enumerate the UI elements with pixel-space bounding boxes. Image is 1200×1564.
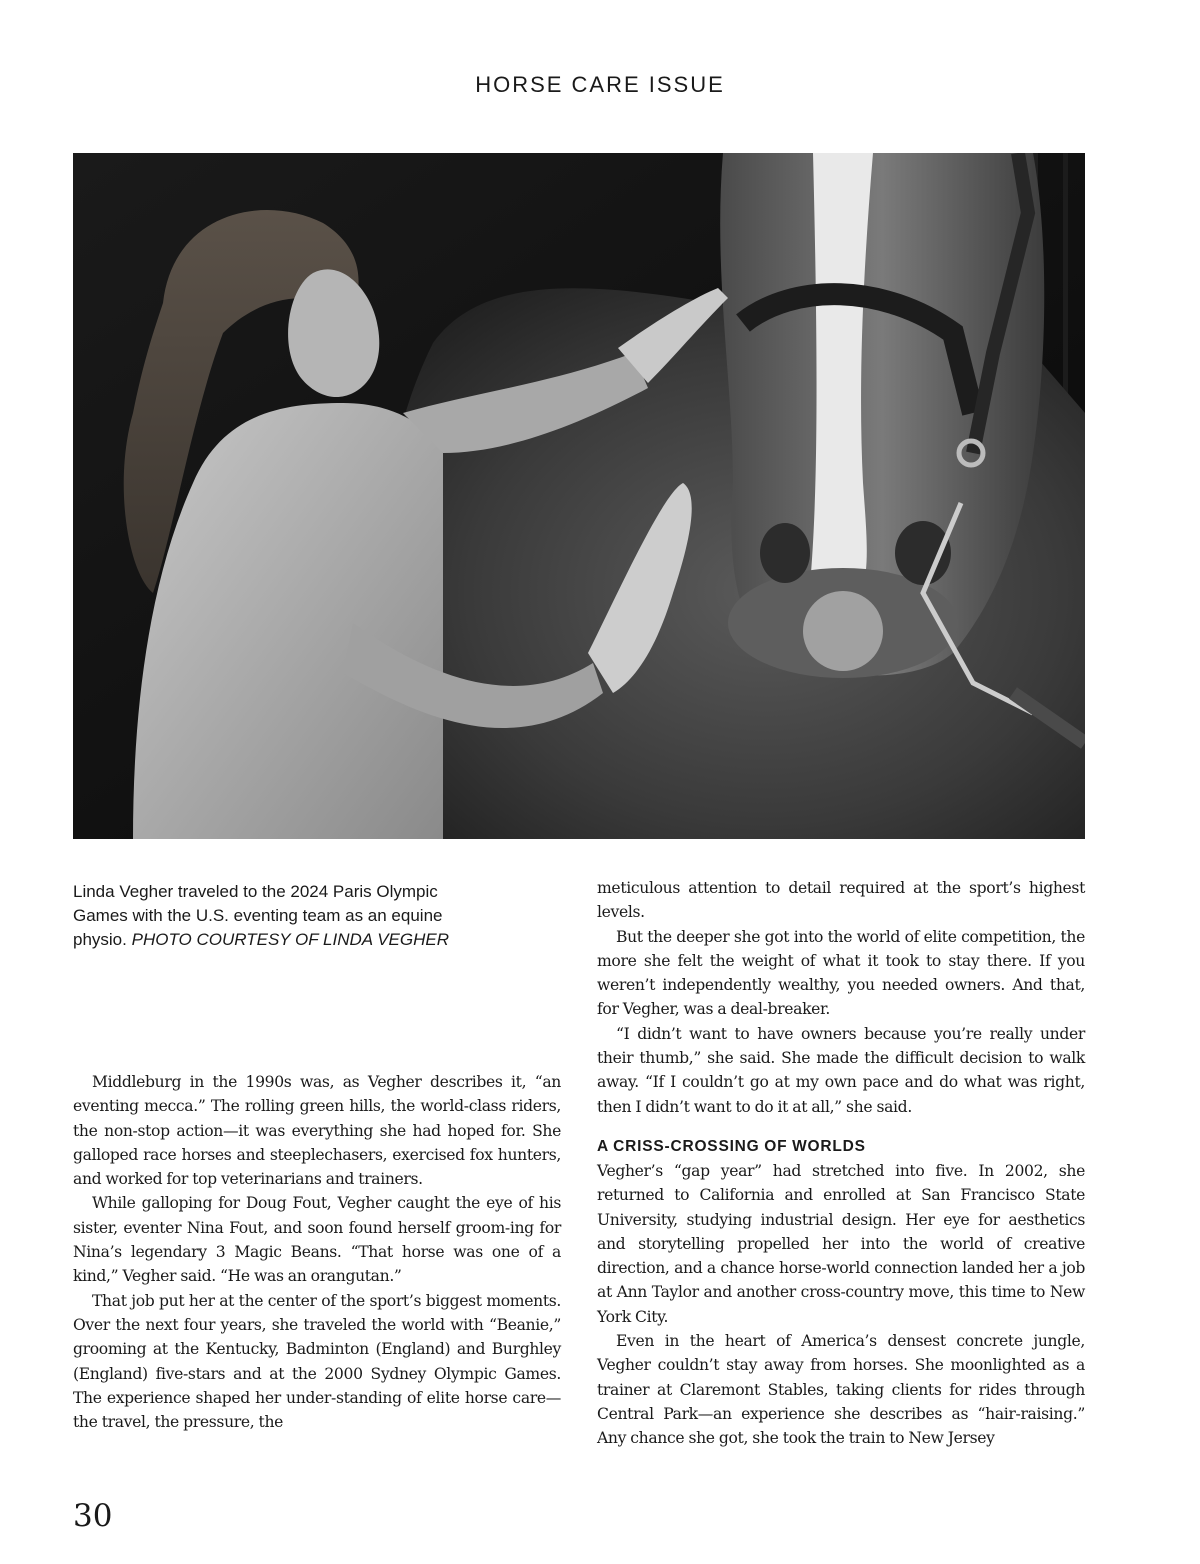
- page-number: 30: [73, 1498, 113, 1534]
- paragraph: But the deeper she got into the world of elite competition, the more she felt the weight of what it took to stay there. If you weren’t independently wealthy, you needed owners. And that, for Vegher, was a deal-breaker.: [597, 927, 1085, 1019]
- left-column: [73, 1070, 561, 1434]
- section-header: HORSE CARE ISSUE: [475, 72, 725, 97]
- photo-credit: PHOTO COURTESY OF LINDA VEGHER: [131, 930, 450, 949]
- paragraph: Middleburg in the 1990s was, as Vegher describes it, “an eventing mecca.” The rolling green hills, the world-class riders, the non-stop action—it was everything she had hoped for. She galloped race horses and steeplechasers, exercised fox hunters, and worked for top veterinarians and trainers.: [73, 1073, 561, 1189]
- section-subhead: A CRISS-CROSSING OF WORLDS: [597, 1137, 866, 1155]
- paragraph: “I didn’t want to have owners because you’re really under their thumb,” she said. She made the difficult decision to walk away. “If I couldn’t go at my own pace and do what was right, then I didn’t want to do it at all,” she said.: [597, 1024, 1085, 1116]
- paragraph: Vegher’s “gap year” had stretched into five. In 2002, she returned to California and enrolled at San Francisco State University, studying industrial design. Her eye for aesthetics and storytelling propelled her into the world of creative direction, and a chance horse-world connection landed her a job at Ann Taylor and another cross-country move, this time to New York City.: [597, 1161, 1085, 1326]
- photo-caption: [73, 880, 493, 952]
- paragraph: meticulous attention to detail required at the sport’s highest levels.: [597, 879, 1085, 922]
- caption-text: Linda Vegher traveled to the 2024 Paris Olympic Games with the U.S. eventing team as an equine physio.: [73, 882, 443, 949]
- right-column: [597, 876, 1085, 1451]
- paragraph: That job put her at the center of the sport’s biggest moments. Over the next four years, she traveled the world with “Beanie,” grooming at the Kentucky, Badminton (England) and Burghley (England) five-stars and at the 2000 Sydney Olympic Games. The experience shaped her under-standing of elite horse care—the travel, the pressure, the: [73, 1291, 561, 1432]
- feature-photo: [73, 153, 1085, 839]
- paragraph: Even in the heart of America’s densest concrete jungle, Vegher couldn’t stay away from horses. She moonlighted as a trainer at Claremont Stables, taking clients for rides through Central Park—an experience she describes as “hair-raising.” Any chance she got, she took the train to New Jersey: [597, 1332, 1085, 1448]
- paragraph: While galloping for Doug Fout, Vegher caught the eye of his sister, eventer Nina Fout, and soon found herself groom-ing for Nina’s legendary 3 Magic Beans. “That horse was one of a kind,” Vegher said. “He was an orangutan.”: [73, 1194, 561, 1286]
